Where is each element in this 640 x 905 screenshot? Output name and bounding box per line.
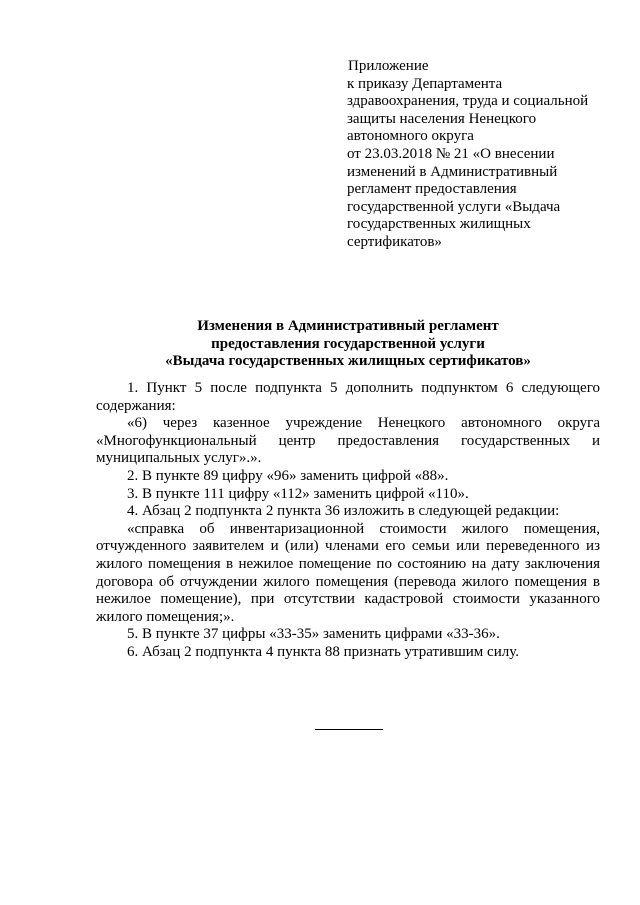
item-4-quote-line-1 [96,521,600,539]
item-1-tail-text: содержания: [96,397,176,414]
item-6-text: 6. Абзац 2 подпункта 4 пункта 88 признать утратившим силу. [127,643,519,660]
item-1-tail [96,398,600,416]
title-line: предоставления государственной услуги [211,335,485,352]
item-1-quote-mid: «Многофункциональный центр предоставления государственных и [96,432,600,449]
appendix-block [347,58,607,252]
item-2-text: 2. В пункте 89 цифру «96» заменить цифрой «88». [127,467,449,484]
item-1-quote-lead: «6) через казенное учреждение Ненецкого автономного округа [127,415,600,432]
appendix-line: автономного округа [347,128,474,145]
document-title [96,318,600,371]
item-1 [96,380,600,398]
appendix-line: здравоохранения, труда и социальной [347,93,589,110]
item-6 [96,644,600,662]
title-line: Изменения в Административный регламент [197,318,499,334]
item-1-quote-line-2 [96,433,600,451]
item-4-quote-text: жилого помещения;». [96,608,235,625]
appendix-line: Приложение [348,58,429,74]
item-5-text: 5. В пункте 37 цифры «33-35» заменить цифрами «33-36». [127,626,500,643]
item-4-quote-text: «справка об инвентаризационной стоимости жилого помещения, [127,520,600,537]
closing-rule [315,729,383,730]
item-3-text: 3. В пункте 111 цифру «112» заменить цифрой «110». [127,485,469,502]
item-4-quote-text: договора об отчуждении жилого помещения (перевода жилого помещения в [96,573,600,590]
appendix-line: регламент предоставления [347,181,517,198]
appendix-line: изменений в Административный [347,163,558,180]
appendix-line: защиты населения Ненецкого [347,110,537,127]
item-4 [96,503,600,521]
item-3 [96,486,600,504]
item-1-quote-line-3 [96,450,600,468]
item-4-quote-line-3 [96,556,600,574]
appendix-line: к приказу Департамента [347,75,503,92]
item-4-quote-line-6 [96,609,600,627]
item-1-quote-tail: муниципальных услуг».». [96,450,262,467]
item-4-quote-text: нежилое помещение), при отсутствии кадастровой стоимости указанного [96,591,600,608]
document-body [96,380,600,662]
item-4-quote-line-4 [96,574,600,592]
item-4-quote-text: жилого помещения в нежилое помещение по состоянию на дату заключения [96,555,600,572]
appendix-line: сертификатов» [347,233,442,250]
appendix-line: государственных жилищных [347,216,531,233]
appendix-line: государственной услуги «Выдача [347,198,561,215]
item-4-quote-line-5 [96,591,600,609]
item-5 [96,626,600,644]
item-2 [96,468,600,486]
item-4-quote-text: отчужденного заявителем и (или) членами его семьи или переведенного из [96,538,600,555]
appendix-line: от 23.03.2018 № 21 «О внесении [347,145,555,162]
title-line: «Выдача государственных жилищных сертификатов» [165,353,531,370]
item-1-quote-line-1 [96,415,600,433]
item-4-text: 4. Абзац 2 подпункта 2 пункта 36 изложить в следующей редакции: [127,503,560,520]
item-1-lead: 1. Пункт 5 после подпункта 5 дополнить подпунктом 6 следующего [127,380,600,396]
item-4-quote-line-2 [96,538,600,556]
